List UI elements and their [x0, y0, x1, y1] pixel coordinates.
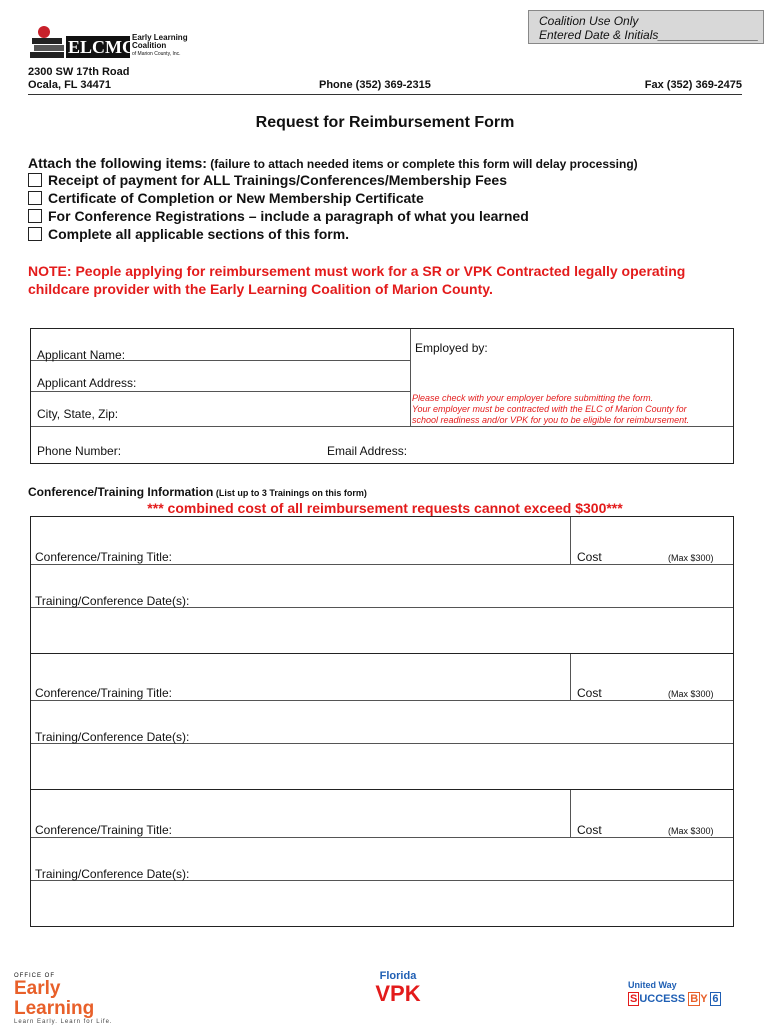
applicant-address-label: Applicant Address:: [37, 376, 137, 390]
employed-by-label: Employed by:: [415, 341, 488, 355]
cost-divider: [570, 517, 571, 564]
address-block: [28, 66, 129, 92]
cost-label: Cost: [577, 823, 602, 837]
logo-sub1: Early Learning: [132, 33, 188, 42]
coalition-line1: Coalition Use Only: [539, 14, 639, 28]
max-cost-label: (Max $300): [668, 826, 714, 836]
ol-tag: Learn Early. Learn for Life.: [14, 1019, 113, 1025]
eligibility-note: NOTE: People applying for reimbursement must work for a SR or VPK Contracted legally operating childcare provider with the Early Learning Coalition of Marion County.: [28, 263, 686, 297]
elcmc-logo: [30, 24, 190, 64]
max-cost-label: (Max $300): [668, 689, 714, 699]
uw-top: United Way: [628, 980, 677, 990]
training-dates-label: Training/Conference Date(s):: [35, 594, 190, 608]
cost-label: Cost: [577, 686, 602, 700]
title-line: [31, 837, 733, 838]
address-line2: Ocala, FL 34471: [28, 79, 111, 91]
success-by-6-logo: [628, 980, 738, 1010]
city-line: [31, 426, 733, 427]
cost-divider: [570, 790, 571, 837]
logo-sub3: of Marion County, Inc.: [132, 51, 181, 57]
checklist-label: Certificate of Completion or New Membership Certificate: [48, 190, 424, 206]
phone-number-label: Phone Number:: [37, 444, 122, 458]
ol-main: Early Learning: [14, 978, 95, 1019]
checkbox[interactable]: [28, 173, 42, 187]
coalition-use-box: [528, 10, 764, 44]
checkbox[interactable]: [28, 227, 42, 241]
combined-cost-warning: *** combined cost of all reimbursement requests cannot exceed $300***: [147, 500, 623, 516]
coalition-line2: Entered Date & Initials_______________: [539, 28, 759, 42]
title-line: [31, 564, 733, 565]
conference-heading: [28, 485, 367, 499]
email-address-label: Email Address:: [327, 444, 408, 458]
title-line: [31, 700, 733, 701]
checkbox[interactable]: [28, 209, 42, 223]
florida-vpk-logo: [372, 970, 424, 1014]
applicant-name-label: Applicant Name:: [37, 348, 126, 362]
checklist-item-receipt[interactable]: [28, 172, 507, 188]
uw-main: [628, 993, 738, 1005]
logo-sub2: Coalition: [132, 41, 167, 50]
vpk-main: VPK: [375, 981, 421, 1006]
training-dates-label: Training/Conference Date(s):: [35, 730, 190, 744]
cost-label: Cost: [577, 550, 602, 564]
training-title-label: Conference/Training Title:: [35, 550, 172, 564]
uw-ucess: UCCESS: [639, 993, 689, 1005]
attach-sub: (failure to attach needed items or complete this form will delay processing): [206, 157, 638, 171]
training-block-2: [30, 653, 734, 790]
attach-instructions: [28, 155, 638, 171]
conference-heading-text: Conference/Training Information: [28, 485, 214, 499]
column-divider: [410, 329, 411, 426]
uw-b: B: [690, 993, 699, 1005]
vpk-top: Florida: [379, 970, 417, 982]
logo-text: ELCMC: [68, 37, 135, 57]
city-state-zip-label: City, State, Zip:: [37, 407, 119, 421]
warning-line3: school readiness and/or VPK for you to be eligible for reimbursement.: [412, 415, 690, 425]
warning-line2: Your employer must be contracted with the ELC of Marion County for: [412, 404, 687, 414]
checklist-item-certificate[interactable]: [28, 190, 424, 206]
conference-heading-sub: (List up to 3 Trainings on this form): [213, 488, 367, 498]
ol-top: OFFICE OF: [14, 973, 55, 979]
checklist-label: Complete all applicable sections of this form.: [48, 226, 350, 242]
checklist-item-paragraph[interactable]: [28, 208, 529, 224]
training-title-label: Conference/Training Title:: [35, 686, 172, 700]
employer-warning: [412, 393, 732, 426]
applicant-table: [30, 328, 734, 464]
training-dates-label: Training/Conference Date(s):: [35, 867, 190, 881]
fax-number: Fax (352) 369-2475: [644, 79, 742, 91]
training-block-3: [30, 789, 734, 927]
phone-number: Phone (352) 369-2315: [319, 79, 431, 91]
max-cost-label: (Max $300): [668, 553, 714, 563]
training-title-label: Conference/Training Title:: [35, 823, 172, 837]
checklist-item-sections[interactable]: [28, 226, 349, 242]
header-divider: [28, 94, 742, 95]
uw-y: Y: [700, 993, 711, 1005]
attach-lead: Attach the following items:: [28, 155, 207, 171]
warning-line1: Please check with your employer before submitting the form.: [412, 393, 654, 403]
training-block-1: [30, 516, 734, 654]
address-line1: 2300 SW 17th Road: [28, 66, 130, 78]
uw-6: 6: [712, 993, 719, 1005]
office-of-early-learning-logo: [14, 973, 138, 1025]
checklist-label: Receipt of payment for ALL Trainings/Conferences/Membership Fees: [48, 172, 507, 188]
checklist-label: For Conference Registrations – include a paragraph of what you learned: [48, 208, 529, 224]
checkbox[interactable]: [28, 191, 42, 205]
cost-divider: [570, 654, 571, 700]
uw-s: S: [630, 993, 638, 1005]
page-title: Request for Reimbursement Form: [255, 114, 515, 131]
address-line: [31, 391, 410, 392]
